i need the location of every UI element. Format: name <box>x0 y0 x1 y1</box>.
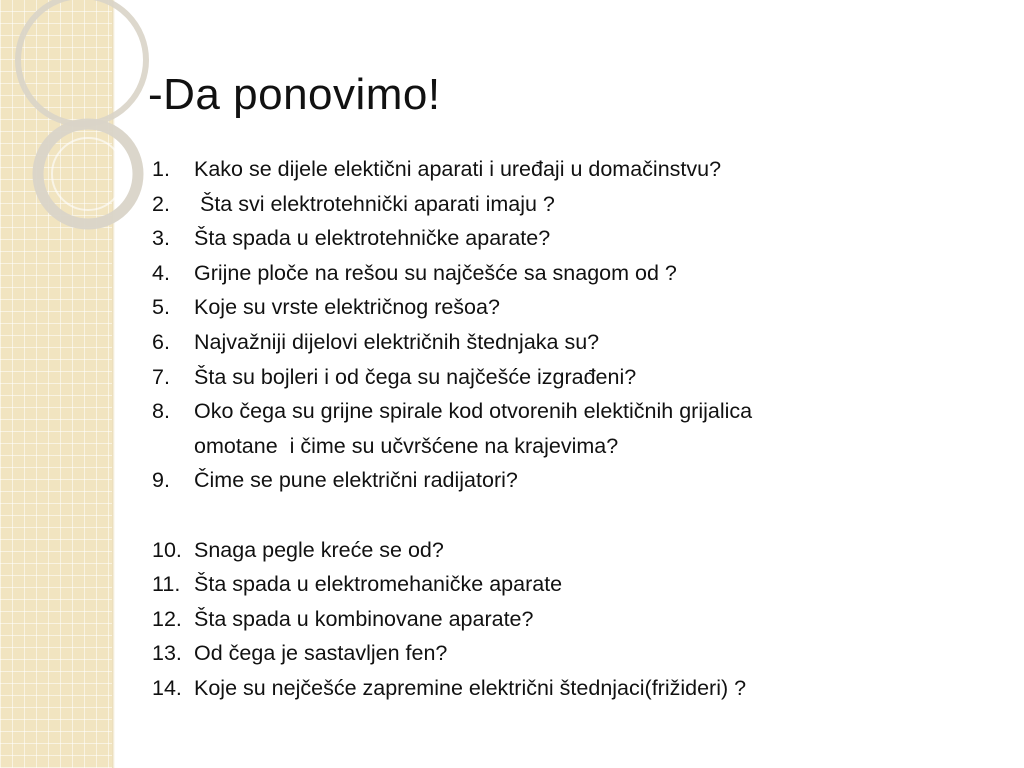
question-item <box>152 152 952 187</box>
question-item <box>152 221 952 256</box>
decorative-ring-small-inner <box>52 138 124 210</box>
question-item <box>152 187 952 222</box>
question-item-continuation <box>152 429 952 464</box>
question-text: Od čega je sastavljen fen? <box>194 641 448 666</box>
question-item <box>152 602 952 637</box>
question-item <box>152 325 952 360</box>
question-number: 5. <box>152 295 170 320</box>
decorative-ring-large <box>18 0 146 124</box>
question-text: omotane i čime su učvršćene na krajevima? <box>194 433 619 458</box>
question-number: 6. <box>152 329 170 354</box>
question-text: Kako se dijele elektični aparati i uređaji u domačinstvu? <box>194 157 722 181</box>
question-text: Najvažniji dijelovi električnih štednjaka su? <box>194 329 600 354</box>
question-text: Šta svi elektrotehnički aparati imaju ? <box>194 191 555 216</box>
question-text: Koje su nejčešće zapremine električni štednjaci(frižideri) ? <box>194 675 747 700</box>
question-item <box>152 567 952 602</box>
question-text: Šta spada u elektrotehničke aparate? <box>194 226 551 251</box>
question-text: Grijne ploče na rešou su najčešće sa snagom od ? <box>194 260 677 285</box>
question-number: 1. <box>152 157 170 181</box>
question-number: 14. <box>152 675 182 700</box>
question-number: 4. <box>152 260 170 285</box>
question-text: Šta su bojleri i od čega su najčešće izgrađeni? <box>194 364 637 389</box>
question-text: Šta spada u kombinovane aparate? <box>194 606 534 631</box>
question-number: 9. <box>152 468 170 493</box>
question-number: 8. <box>152 399 170 424</box>
list-spacer <box>152 498 952 533</box>
question-text: Čime se pune električni radijatori? <box>194 468 518 493</box>
question-number: 3. <box>152 226 170 251</box>
question-number: 2. <box>152 191 170 216</box>
question-text: Koje su vrste električnog rešoa? <box>194 295 500 320</box>
question-number: 11. <box>152 572 181 597</box>
question-item <box>152 671 952 706</box>
question-number: 10. <box>152 537 182 562</box>
question-item <box>152 256 952 291</box>
question-item <box>152 360 952 395</box>
question-list <box>152 152 952 706</box>
question-text: Oko čega su grijne spirale kod otvorenih elektičnih grijalica <box>194 399 753 424</box>
question-item <box>152 394 952 429</box>
question-item <box>152 636 952 671</box>
question-text: Šta spada u elektromehaničke aparate <box>194 572 563 597</box>
question-text: Snaga pegle kreće se od? <box>194 537 444 562</box>
question-number: 7. <box>152 364 170 389</box>
question-item <box>152 290 952 325</box>
question-item <box>152 463 952 498</box>
slide-title: -Da ponovimo! <box>148 70 441 119</box>
question-number: 12. <box>152 606 182 631</box>
question-item <box>152 533 952 568</box>
question-number: 13. <box>152 641 182 666</box>
